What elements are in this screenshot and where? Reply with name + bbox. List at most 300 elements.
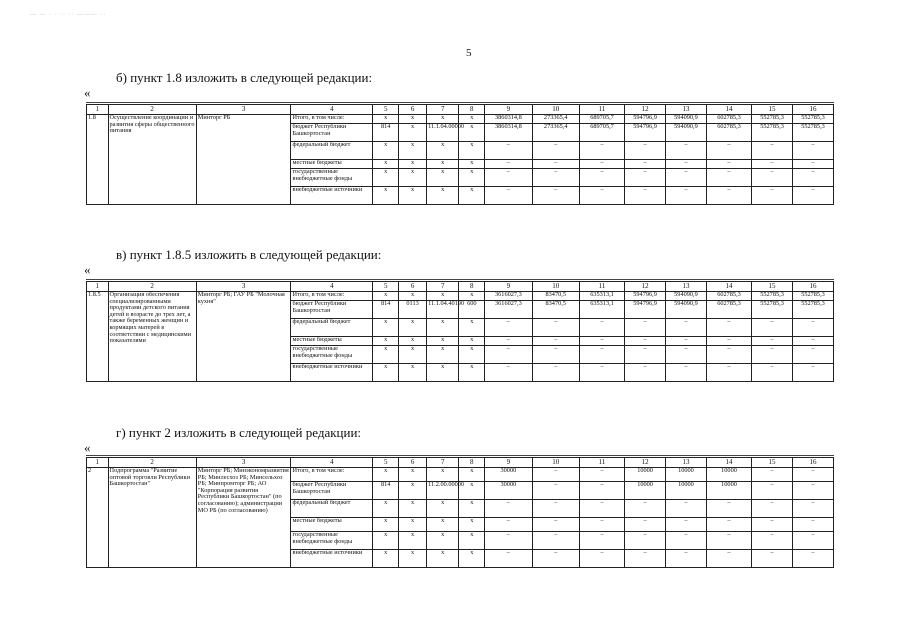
amount-cell: 10000 (706, 468, 751, 482)
budget-code-cell: х (459, 187, 485, 205)
budget-code-cell: х (373, 169, 399, 187)
amount-cell: – (752, 337, 793, 346)
amount-cell: – (752, 482, 793, 500)
amount-cell: 273365,4 (532, 124, 579, 142)
column-number: 7 (427, 282, 459, 292)
column-number: 3 (196, 458, 291, 468)
budget-code-cell: х (459, 482, 485, 500)
budget-code-cell: х (459, 518, 485, 532)
section-b-heading: б) пункт 1.8 изложить в следующей редакции: (116, 70, 373, 85)
column-number: 8 (459, 458, 485, 468)
budget-code-cell: х (427, 187, 459, 205)
amount-cell: – (706, 187, 751, 205)
amount-cell: 10000 (666, 482, 707, 500)
amount-cell: – (532, 482, 579, 500)
item-number: 2 (87, 468, 109, 568)
budget-code-cell: х (427, 292, 459, 301)
budget-code-cell: х (399, 482, 427, 500)
amount-cell: – (579, 337, 624, 346)
budget-code-cell: х (459, 292, 485, 301)
budget-code-cell: х (427, 142, 459, 160)
section-b-table (86, 104, 834, 205)
column-number: 9 (485, 105, 532, 115)
amount-cell: – (485, 518, 532, 532)
budget-code-cell: х (427, 532, 459, 550)
funding-source: Итого, в том числе: (291, 115, 373, 124)
amount-cell: – (752, 319, 793, 337)
budget-code-cell: х (373, 337, 399, 346)
item-number: 1.8 (87, 115, 109, 205)
budget-code-cell: х (373, 187, 399, 205)
budget-code-cell: 11.1.04.40190 (427, 301, 459, 319)
amount-cell: 689705,7 (579, 115, 624, 124)
funding-source: федеральный бюджет (291, 142, 373, 160)
budget-code-cell: 0113 (399, 301, 427, 319)
amount-cell: – (625, 532, 666, 550)
budget-code-cell: х (399, 187, 427, 205)
amount-cell: 83470,5 (532, 301, 579, 319)
column-number: 13 (666, 105, 707, 115)
section-b-open-quote: « (84, 85, 91, 100)
column-number: 5 (373, 458, 399, 468)
amount-cell: 552785,3 (793, 292, 834, 301)
budget-code-cell: х (459, 337, 485, 346)
budget-code-cell: х (399, 169, 427, 187)
amount-cell: 10000 (625, 468, 666, 482)
column-number: 6 (399, 458, 427, 468)
budget-code-cell: х (459, 124, 485, 142)
budget-code-cell: х (399, 124, 427, 142)
budget-code-cell: 814 (373, 124, 399, 142)
item-name: Осуществление координации и развития сферы общественного питания (108, 115, 196, 205)
amount-cell: – (579, 518, 624, 532)
budget-code-cell: 814 (373, 482, 399, 500)
amount-cell: – (666, 532, 707, 550)
amount-cell: – (793, 187, 834, 205)
amount-cell: 30000 (485, 482, 532, 500)
amount-cell: – (532, 142, 579, 160)
funding-source: федеральный бюджет (291, 319, 373, 337)
amount-cell: – (532, 319, 579, 337)
amount-cell: 552785,3 (752, 115, 793, 124)
amount-cell: – (793, 500, 834, 518)
amount-cell: – (706, 169, 751, 187)
amount-cell: – (666, 364, 707, 382)
column-number: 5 (373, 105, 399, 115)
budget-code-cell: х (373, 500, 399, 518)
amount-cell: – (579, 550, 624, 568)
amount-cell: – (625, 518, 666, 532)
column-number: 7 (427, 105, 459, 115)
amount-cell: 594090,9 (666, 292, 707, 301)
budget-code-cell: х (459, 346, 485, 364)
section-g-rule (86, 455, 834, 456)
amount-cell: – (752, 169, 793, 187)
column-number-row (87, 105, 834, 115)
budget-code-cell: х (373, 115, 399, 124)
column-number-row (87, 458, 834, 468)
amount-cell: – (706, 142, 751, 160)
funding-source: Итого, в том числе: (291, 468, 373, 482)
funding-source: федеральный бюджет (291, 500, 373, 518)
budget-code-cell: х (399, 292, 427, 301)
amount-cell: 30000 (485, 468, 532, 482)
amount-cell: – (666, 187, 707, 205)
amount-cell: – (752, 550, 793, 568)
amount-cell: – (752, 500, 793, 518)
amount-cell: – (625, 346, 666, 364)
budget-code-cell: х (373, 468, 399, 482)
column-number: 1 (87, 458, 109, 468)
budget-code-cell: х (459, 532, 485, 550)
column-number: 14 (706, 105, 751, 115)
amount-cell: – (793, 468, 834, 482)
funding-source: государственные внебюджетные фонды (291, 169, 373, 187)
funding-source: местные бюджеты (291, 337, 373, 346)
amount-cell: 602785,3 (706, 292, 751, 301)
budget-code-cell: х (427, 550, 459, 568)
amount-cell: – (752, 518, 793, 532)
amount-cell: – (706, 337, 751, 346)
budget-code-cell: 814 (373, 301, 399, 319)
budget-code-cell: х (459, 550, 485, 568)
item-name: Организация обеспечения специализированными продуктами детского питания детей в возрасте до трех лет, а также беременных женщин и кормящих матерей в соответствии с медицинскими показателями (108, 292, 196, 382)
amount-cell: – (793, 160, 834, 169)
amount-cell: – (706, 319, 751, 337)
amount-cell: – (532, 532, 579, 550)
section-v-table (86, 281, 834, 382)
amount-cell: 552785,3 (752, 301, 793, 319)
amount-cell: – (485, 500, 532, 518)
item-executors: Минторг РБ; ГАУ РБ "Молочная кухня" (196, 292, 291, 382)
funding-source: внебюджетные источники (291, 364, 373, 382)
funding-source: государственные внебюджетные фонды (291, 346, 373, 364)
amount-cell: 689705,7 (579, 124, 624, 142)
amount-cell: – (666, 346, 707, 364)
amount-cell: – (532, 346, 579, 364)
amount-cell: 635313,1 (579, 301, 624, 319)
amount-cell: 10000 (625, 482, 666, 500)
budget-code-cell: х (373, 292, 399, 301)
column-number: 14 (706, 282, 751, 292)
budget-code-cell: х (459, 364, 485, 382)
amount-cell: – (485, 532, 532, 550)
amount-cell: – (625, 187, 666, 205)
section-v-open-quote: « (84, 262, 91, 277)
amount-cell: 594796,9 (625, 124, 666, 142)
amount-cell: 3860314,8 (485, 115, 532, 124)
column-number: 15 (752, 458, 793, 468)
budget-code-cell: х (427, 337, 459, 346)
page-number: 5 (466, 47, 472, 59)
amount-cell: – (579, 169, 624, 187)
column-number: 15 (752, 282, 793, 292)
column-number: 4 (291, 458, 373, 468)
amount-cell: – (485, 169, 532, 187)
amount-cell: – (793, 550, 834, 568)
section-v-rule (86, 279, 834, 280)
column-number: 8 (459, 282, 485, 292)
funding-source: государственные внебюджетные фонды (291, 532, 373, 550)
amount-cell: – (579, 142, 624, 160)
budget-code-cell: х (399, 160, 427, 169)
amount-cell: – (579, 346, 624, 364)
funding-source: внебюджетные источники (291, 187, 373, 205)
amount-cell: 10000 (666, 468, 707, 482)
budget-code-cell: х (373, 364, 399, 382)
budget-code-cell: х (427, 500, 459, 518)
column-number: 14 (706, 458, 751, 468)
item-number: 1.8.5 (87, 292, 109, 382)
budget-code-cell: х (399, 346, 427, 364)
amount-cell: 602785,3 (706, 115, 751, 124)
amount-cell: – (666, 500, 707, 518)
amount-cell: – (579, 532, 624, 550)
amount-cell: 83470,5 (532, 292, 579, 301)
budget-code-cell: х (427, 518, 459, 532)
section-v-heading: в) пункт 1.8.5 изложить в следующей редакции: (116, 247, 382, 262)
amount-cell: – (666, 319, 707, 337)
amount-cell: – (485, 364, 532, 382)
column-number: 1 (87, 282, 109, 292)
amount-cell: – (625, 337, 666, 346)
budget-code-cell: х (459, 169, 485, 187)
column-number: 16 (793, 458, 834, 468)
column-number: 3 (196, 105, 291, 115)
funding-source: бюджет Республики Башкортостан (291, 124, 373, 142)
amount-cell: – (532, 160, 579, 169)
budget-code-cell: х (399, 115, 427, 124)
amount-cell: – (485, 142, 532, 160)
funding-source: бюджет Республики Башкортостан (291, 301, 373, 319)
budget-code-cell: х (399, 142, 427, 160)
column-number: 3 (196, 282, 291, 292)
amount-cell: – (485, 550, 532, 568)
amount-cell: – (532, 364, 579, 382)
amount-cell: – (793, 518, 834, 532)
amount-cell: – (579, 500, 624, 518)
budget-code-cell: х (427, 364, 459, 382)
budget-code-cell: 600 (459, 301, 485, 319)
amount-cell: 10000 (706, 482, 751, 500)
amount-cell: – (706, 346, 751, 364)
budget-code-cell: х (427, 169, 459, 187)
column-number: 13 (666, 458, 707, 468)
amount-cell: 552785,3 (793, 301, 834, 319)
amount-cell: – (532, 337, 579, 346)
budget-code-cell: 11.2.00.00000 (427, 482, 459, 500)
column-number: 13 (666, 282, 707, 292)
amount-cell: 273365,4 (532, 115, 579, 124)
amount-cell: 594090,9 (666, 124, 707, 142)
amount-cell: 552785,3 (793, 115, 834, 124)
amount-cell: 552785,3 (793, 124, 834, 142)
amount-cell: – (579, 319, 624, 337)
budget-code-cell: х (399, 364, 427, 382)
budget-code-cell: х (459, 160, 485, 169)
column-number: 9 (485, 458, 532, 468)
budget-code-cell: х (427, 160, 459, 169)
amount-cell: – (752, 364, 793, 382)
budget-code-cell: х (427, 115, 459, 124)
budget-code-cell: х (399, 518, 427, 532)
amount-cell: – (579, 482, 624, 500)
amount-cell: – (579, 187, 624, 205)
amount-cell: 594090,9 (666, 301, 707, 319)
column-number: 10 (532, 282, 579, 292)
column-number: 16 (793, 105, 834, 115)
amount-cell: – (625, 319, 666, 337)
amount-cell: – (485, 187, 532, 205)
budget-code-cell: х (373, 160, 399, 169)
amount-cell: – (793, 337, 834, 346)
amount-cell: – (485, 319, 532, 337)
amount-cell: 602785,3 (706, 124, 751, 142)
amount-cell: – (625, 142, 666, 160)
budget-code-cell: х (373, 142, 399, 160)
item-executors: Минторг РБ (196, 115, 291, 205)
amount-cell: – (485, 337, 532, 346)
column-number: 12 (625, 282, 666, 292)
budget-code-cell: х (373, 346, 399, 364)
budget-code-cell: 11.1.04.00000 (427, 124, 459, 142)
budget-code-cell: х (399, 532, 427, 550)
budget-code-cell: х (399, 468, 427, 482)
amount-cell: – (532, 500, 579, 518)
section-g-heading: г) пункт 2 изложить в следующей редакции: (116, 425, 362, 440)
amount-cell: – (579, 160, 624, 169)
amount-cell: 594796,9 (625, 115, 666, 124)
column-number: 11 (579, 458, 624, 468)
column-number: 1 (87, 105, 109, 115)
amount-cell: – (532, 169, 579, 187)
budget-code-cell: х (399, 319, 427, 337)
amount-cell: 635313,1 (579, 292, 624, 301)
amount-cell: 3616027,3 (485, 301, 532, 319)
column-number: 6 (399, 282, 427, 292)
amount-cell: – (752, 468, 793, 482)
amount-cell: – (793, 532, 834, 550)
amount-cell: – (752, 187, 793, 205)
amount-cell: – (579, 468, 624, 482)
budget-code-cell: х (399, 500, 427, 518)
amount-cell: – (706, 500, 751, 518)
column-number: 6 (399, 105, 427, 115)
column-number: 12 (625, 105, 666, 115)
item-name: Подпрограмма "Развитие оптовой торговли Республики Башкортостан" (108, 468, 196, 568)
budget-code-cell: х (373, 550, 399, 568)
amount-cell: – (625, 500, 666, 518)
budget-code-cell: х (459, 468, 485, 482)
amount-cell: 552785,3 (752, 292, 793, 301)
amount-cell: 594796,9 (625, 292, 666, 301)
column-number: 5 (373, 282, 399, 292)
amount-cell: – (706, 160, 751, 169)
amount-cell: – (706, 364, 751, 382)
amount-cell: 3860314,8 (485, 124, 532, 142)
amount-cell: – (706, 550, 751, 568)
amount-cell: – (793, 142, 834, 160)
amount-cell: – (793, 482, 834, 500)
budget-code-cell: х (427, 319, 459, 337)
budget-code-cell: х (373, 319, 399, 337)
column-number: 8 (459, 105, 485, 115)
column-number: 9 (485, 282, 532, 292)
amount-cell: – (666, 160, 707, 169)
section-b-rule (86, 102, 834, 103)
amount-cell: 552785,3 (752, 124, 793, 142)
funding-source: внебюджетные источники (291, 550, 373, 568)
amount-cell: 594796,9 (625, 301, 666, 319)
column-number: 2 (108, 105, 196, 115)
budget-code-cell: х (399, 337, 427, 346)
column-number: 10 (532, 105, 579, 115)
amount-cell: – (752, 160, 793, 169)
amount-cell: – (666, 337, 707, 346)
table-row (87, 468, 834, 482)
column-number-row (87, 282, 834, 292)
budget-code-cell: х (373, 518, 399, 532)
funding-source: Итого, в том числе: (291, 292, 373, 301)
amount-cell: 602785,3 (706, 301, 751, 319)
budget-code-cell: х (399, 550, 427, 568)
amount-cell: – (752, 346, 793, 364)
section-g-table (86, 457, 834, 568)
budget-code-cell: х (459, 115, 485, 124)
amount-cell: – (625, 550, 666, 568)
budget-code-cell: х (459, 500, 485, 518)
column-number: 16 (793, 282, 834, 292)
amount-cell: – (793, 364, 834, 382)
section-g-open-quote: « (84, 440, 91, 455)
amount-cell: – (485, 160, 532, 169)
amount-cell: – (793, 346, 834, 364)
amount-cell: – (666, 169, 707, 187)
amount-cell: – (532, 468, 579, 482)
amount-cell: – (752, 142, 793, 160)
amount-cell: – (666, 550, 707, 568)
funding-source: бюджет Республики Башкортостан (291, 482, 373, 500)
amount-cell: – (706, 518, 751, 532)
amount-cell: – (532, 518, 579, 532)
budget-code-cell: х (427, 346, 459, 364)
budget-code-cell: х (427, 468, 459, 482)
amount-cell: – (625, 364, 666, 382)
column-number: 4 (291, 105, 373, 115)
column-number: 15 (752, 105, 793, 115)
budget-code-cell: х (373, 532, 399, 550)
funding-source: местные бюджеты (291, 160, 373, 169)
amount-cell: – (625, 169, 666, 187)
amount-cell: – (625, 160, 666, 169)
amount-cell: – (793, 169, 834, 187)
amount-cell: – (706, 532, 751, 550)
amount-cell: – (579, 364, 624, 382)
budget-code-cell: х (459, 319, 485, 337)
column-number: 2 (108, 282, 196, 292)
amount-cell: – (532, 550, 579, 568)
budget-code-cell: х (459, 142, 485, 160)
amount-cell: – (666, 518, 707, 532)
amount-cell: – (485, 346, 532, 364)
amount-cell: – (752, 532, 793, 550)
amount-cell: – (532, 187, 579, 205)
scan-artifact-text: — — · · ·· ·· ——— ·· (30, 12, 107, 18)
amount-cell: 594090,9 (666, 115, 707, 124)
column-number: 2 (108, 458, 196, 468)
column-number: 11 (579, 105, 624, 115)
amount-cell: 3616027,3 (485, 292, 532, 301)
